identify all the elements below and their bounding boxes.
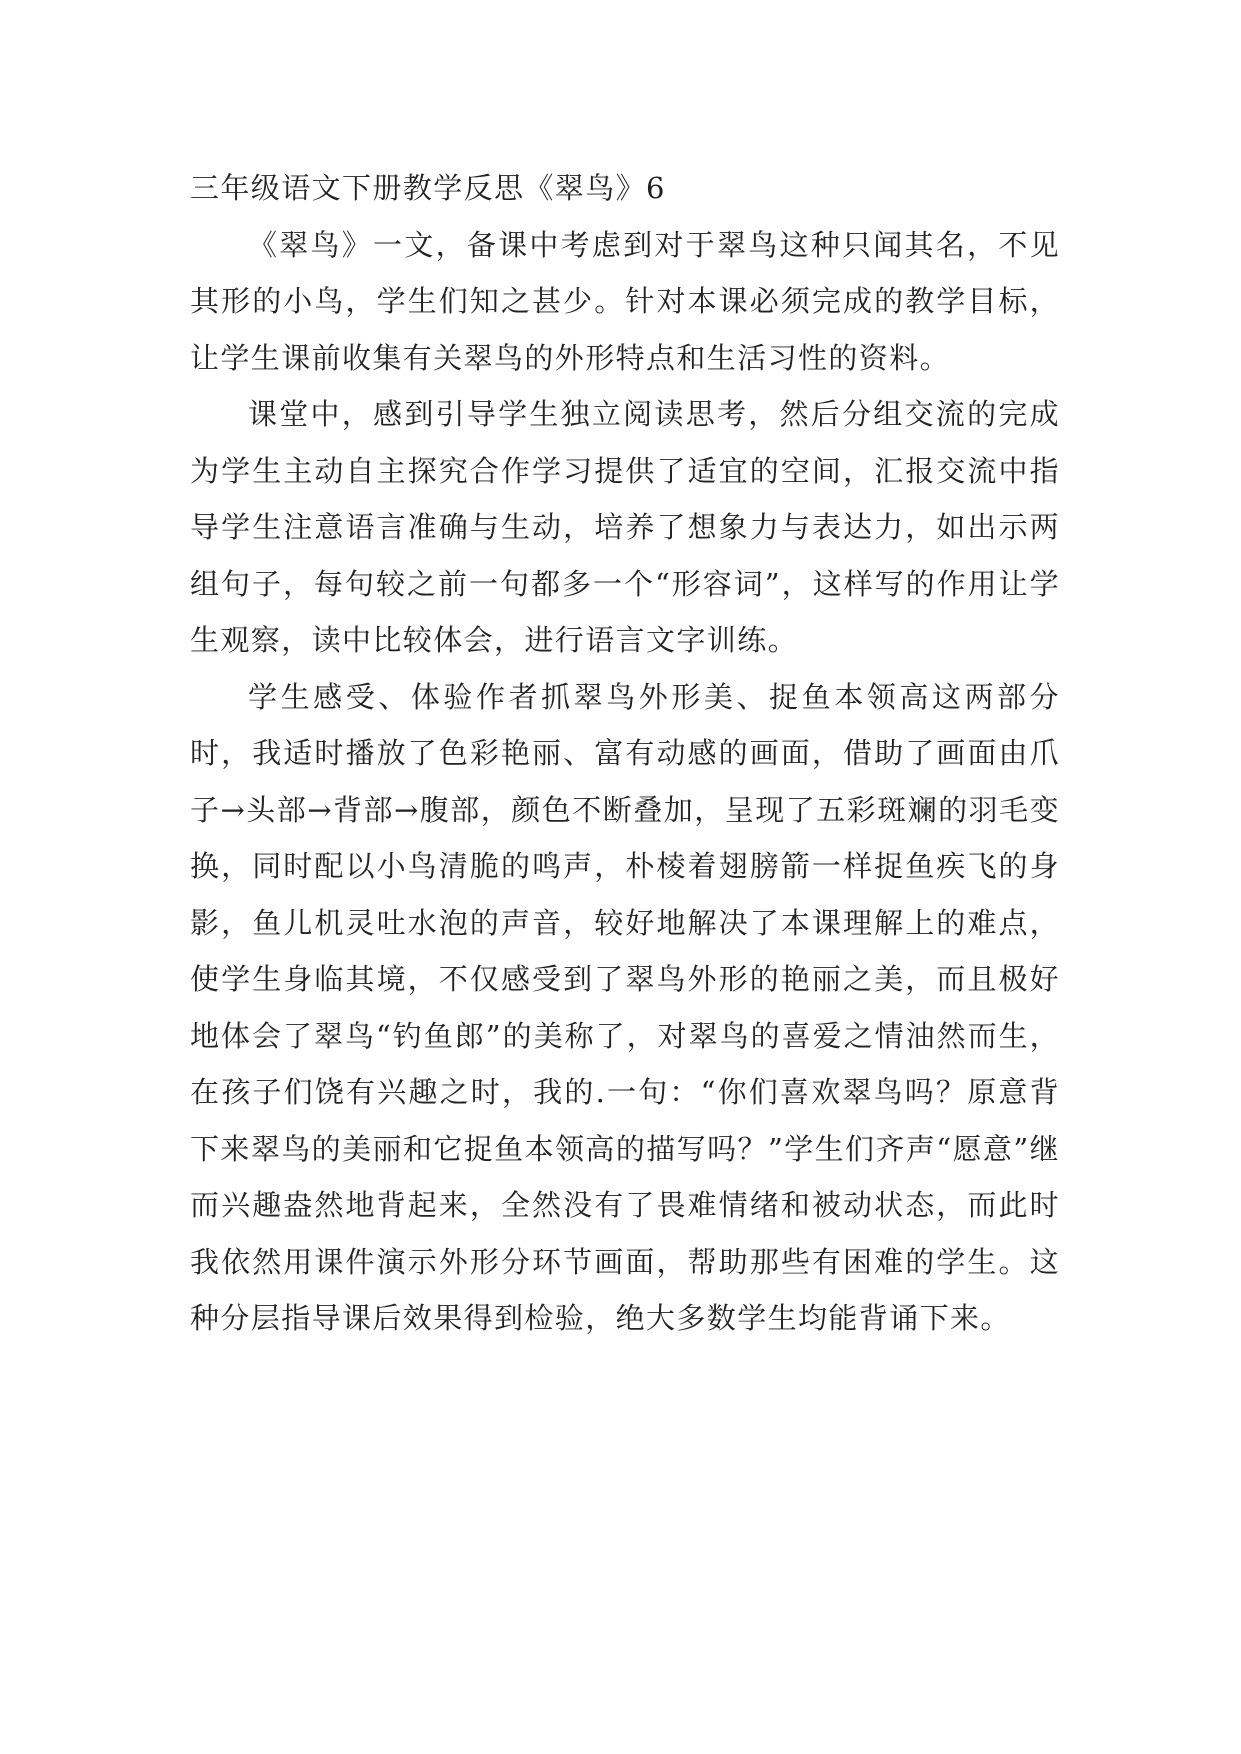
paragraph-intro: 《翠鸟》一文，备课中考虑到对于翠鸟这种只闻其名，不见其形的小鸟，学生们知之甚少。针对本课必须完成的教学目标，让学生课前收集有关翠鸟的外形特点和生活习性的资料。 — [190, 227, 1060, 375]
document-body — [190, 160, 1060, 1347]
paragraph-experience: 学生感受、体验作者抓翠鸟外形美、捉鱼本领高这两部分时，我适时播放了色彩艳丽、富有动感的画面，借助了画面由爪子→头部→背部→腹部，颜色不断叠加，呈现了五彩斑斓的羽毛变换，同时配以小鸟清脆的鸣声，朴棱着翅膀箭一样捉鱼疾飞的身影，鱼儿机灵吐水泡的声音，较好地解决了本课理解上的难点，使学生身临其境，不仅感受到了翠鸟外形的艳丽之美，而且极好地体会了翠鸟“钓鱼郎”的美称了，对翠鸟的喜爱之情油然而生，在孩子们饶有兴趣之时，我的.一句：“你们喜欢翠鸟吗？原意背下来翠鸟的美丽和它捉鱼本领高的描写吗？”学生们齐声“愿意”继而兴趣盎然地背起来，全然没有了畏难情绪和被动状态，而此时我依然用课件演示外形分环节画面，帮助那些有困难的学生。这种分层指导课后效果得到检验，绝大多数学生均能背诵下来。 — [190, 679, 1060, 1335]
paragraph-classroom: 课堂中，感到引导学生独立阅读思考，然后分组交流的完成为学生主动自主探究合作学习提供了适宜的空间，汇报交流中指导学生注意语言准确与生动，培养了想象力与表达力，如出示两组句子，每句较之前一句都多一个“形容词”，这样写的作用让学生观察，读中比较体会，进行语言文字训练。 — [190, 397, 1060, 657]
document-title: 三年级语文下册教学反思《翠鸟》6 — [190, 171, 666, 205]
